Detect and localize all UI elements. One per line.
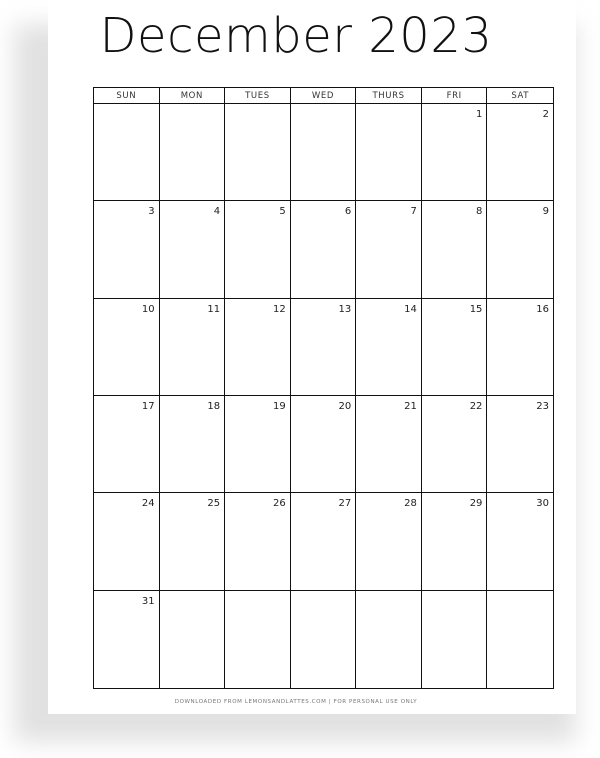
day-cell [94, 396, 160, 493]
day-number: 23 [536, 401, 549, 412]
day-number: 21 [404, 401, 417, 412]
day-number: 11 [207, 303, 221, 315]
day-number: 7 [410, 206, 417, 218]
day-number: 1 [476, 109, 483, 120]
weekday-header-sat: SAT [487, 88, 553, 104]
day-cell [160, 104, 226, 201]
day-cell [291, 396, 357, 493]
day-number: 14 [404, 303, 417, 315]
day-cell [94, 493, 160, 590]
weekday-header-fri: FRI [422, 88, 488, 104]
day-number: 20 [338, 401, 352, 412]
day-cell [422, 104, 488, 201]
day-number: 3 [148, 206, 155, 218]
day-cell [356, 104, 422, 201]
day-cell [94, 591, 160, 688]
day-cell [225, 201, 291, 298]
day-cell [291, 299, 357, 396]
day-cell [356, 591, 422, 688]
day-number: 8 [476, 206, 483, 218]
day-cell [291, 591, 357, 688]
day-cell [422, 299, 488, 396]
day-number: 2 [542, 109, 549, 120]
day-cell [291, 493, 357, 590]
day-number: 17 [141, 401, 155, 412]
month-title: December 2023 [99, 8, 493, 64]
day-cell [160, 396, 226, 493]
day-cell [487, 201, 553, 298]
day-number: 5 [279, 206, 286, 218]
day-cell [160, 493, 226, 590]
day-cell [291, 201, 357, 298]
day-cell [356, 396, 422, 493]
day-number: 4 [213, 206, 221, 218]
calendar-grid [93, 87, 554, 689]
day-number: 26 [272, 498, 286, 510]
day-number: 9 [542, 206, 549, 218]
day-cell [225, 299, 291, 396]
day-number: 12 [272, 303, 286, 315]
day-number: 31 [141, 595, 155, 607]
day-cell [487, 493, 553, 590]
day-cell [487, 104, 553, 201]
day-cell [94, 299, 160, 396]
day-cell [225, 493, 291, 590]
day-cell [94, 201, 160, 298]
day-number: 15 [469, 303, 483, 315]
day-cell [356, 493, 422, 590]
day-number: 19 [272, 401, 286, 412]
day-cell [225, 104, 291, 201]
day-number: 16 [536, 303, 549, 315]
day-cell [291, 104, 357, 201]
day-cell [356, 299, 422, 396]
day-cell [422, 591, 488, 688]
weekday-header-tues: TUES [225, 88, 291, 104]
day-number: 25 [207, 498, 221, 510]
day-number: 6 [344, 206, 352, 218]
day-cell [487, 299, 553, 396]
day-cell [94, 104, 160, 201]
day-number: 22 [469, 401, 483, 412]
weekday-header-mon: MON [160, 88, 226, 104]
day-cell [160, 591, 226, 688]
day-cell [160, 201, 226, 298]
day-cell [487, 591, 553, 688]
day-cell [356, 201, 422, 298]
day-cell [225, 396, 291, 493]
day-number: 18 [207, 401, 221, 412]
day-cell [422, 396, 488, 493]
day-number: 10 [141, 303, 155, 315]
day-number: 13 [338, 303, 352, 315]
footer-credit: DOWNLOADED FROM LEMONSANDLATTES.COM | FOR PERSONAL USE ONLY [174, 699, 418, 705]
day-cell [487, 396, 553, 493]
day-cell [225, 591, 291, 688]
day-number: 30 [536, 498, 549, 510]
day-number: 27 [338, 498, 352, 510]
weekday-header-wed: WED [291, 88, 357, 104]
weekday-header-thurs: THURS [356, 88, 422, 104]
day-number: 24 [141, 498, 155, 510]
day-number: 28 [404, 498, 417, 510]
weekday-header-sun: SUN [94, 88, 160, 104]
day-number: 29 [469, 498, 483, 510]
day-cell [422, 201, 488, 298]
day-cell [160, 299, 226, 396]
day-cell [422, 493, 488, 590]
